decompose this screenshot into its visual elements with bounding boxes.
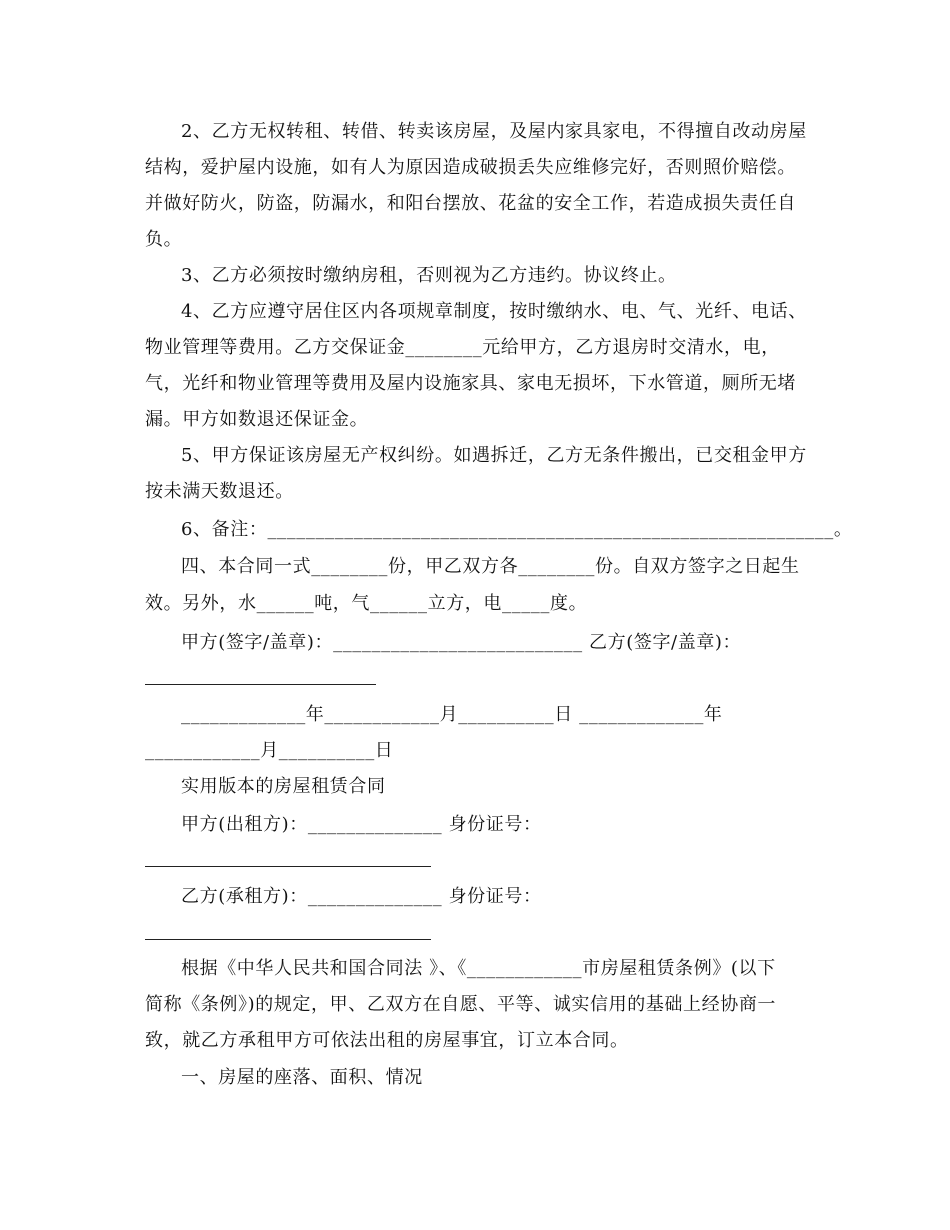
party-b-line: 乙方(承租方)：______________ 身份证号： [181,886,542,907]
party-b-id-blank-rule [145,939,431,940]
clause-2-line-1: 2、乙方无权转租、转借、转卖该房屋，及屋内家具家电，不得擅自改动房屋 [181,121,807,142]
clause-4-line-4: 漏。甲方如数退还保证金。 [145,409,369,430]
preamble-line-1: 根据《中华人民共和国合同法 》、《____________市房屋租赁条例》(以下 [181,958,776,979]
clause-4-line-3: 气，光纤和物业管理等费用及屋内设施家具、家电无损坏，下水管道，厕所无堵 [145,373,796,394]
date-line-2: ____________月__________日 [145,740,394,761]
signature-line: 甲方(签字/盖章)：__________________________ 乙方(签字/盖章)： [181,632,742,653]
clause-4-line-2: 物业管理等费用。乙方交保证金________元给甲方，乙方退房时交清水，电， [145,337,780,358]
copies-line-1: 四、本合同一式________份，甲乙双方各________份。自双方签字之日起生 [181,556,800,577]
copies-line-2: 效。另外，水______吨，气______立方，电_____度。 [145,593,588,614]
remarks-line: 6、备注：___________________________________________________________。 [181,519,853,540]
party-a-line: 甲方(出租方)：______________ 身份证号： [181,814,542,835]
preamble-line-3: 致，就乙方承租甲方可依法出租的房屋事宜，订立本合同。 [145,1030,629,1051]
contract-title: 实用版本的房屋租赁合同 [181,776,386,797]
clause-3: 3、乙方必须按时缴纳房租，否则视为乙方违约。协议终止。 [181,265,677,286]
clause-5-line-1: 5、甲方保证该房屋无产权纠纷。如遇拆迁，乙方无条件搬出，已交租金甲方 [181,445,807,466]
section-1-heading: 一、房屋的座落、面积、情况 [181,1067,423,1088]
clause-4-line-1: 4、乙方应遵守居住区内各项规章制度，按时缴纳水、电、气、光纤、电话、 [181,301,807,322]
clause-2-line-4: 负。 [145,229,183,250]
signature-blank-rule [145,684,376,685]
preamble-line-2: 简称《条例》)的规定，甲、乙双方在自愿、平等、诚实信用的基础上经协商一 [145,994,777,1015]
clause-2-line-3: 并做好防火，防盗，防漏水，和阳台摆放、花盆的安全工作，若造成损失责任自 [145,193,796,214]
clause-5-line-2: 按未满天数退还。 [145,481,294,502]
clause-2-line-2: 结构，爱护屋内设施，如有人为原因造成破损丢失应维修完好，否则照价赔偿。 [145,157,796,178]
party-a-id-blank-rule [145,866,431,867]
date-line-1: _____________年____________月__________日 _____________年 [181,704,723,725]
